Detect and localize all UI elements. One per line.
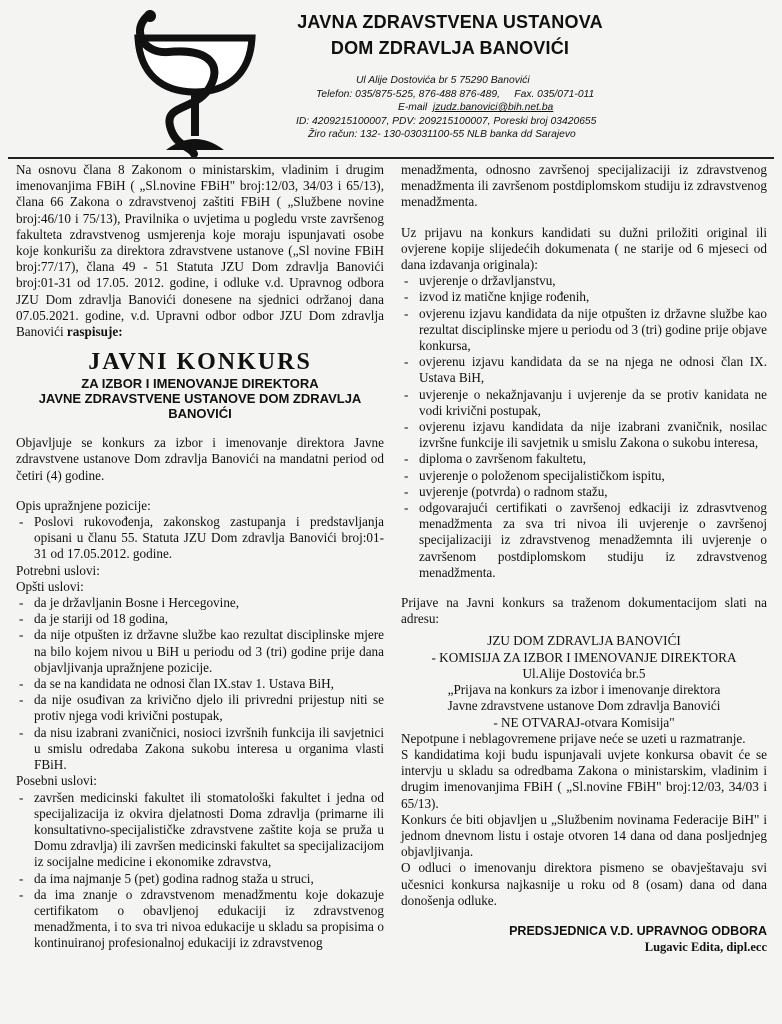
announcement: Objavljuje se konkurs za izbor i imenovanje direktora Javne zdravstvene ustanove Dom zdravlja Banovići na mandatni period od četiri (4) godine.: [16, 435, 384, 483]
general-heading: Opšti uslovi:: [16, 578, 84, 594]
address-line-5: Javne zdravstvene ustanove Dom zdravlja Banovići: [447, 698, 721, 714]
decision-note: O odluci o imenovanju direktora pismeno se obavještavaju svi učesnici konkursa najkasnije u roku od 8 (osam) dana od dana donošenja odluke.: [401, 860, 767, 908]
mailing-address: [401, 633, 767, 730]
list-item: - Poslovi rukovođenja, zakonskog zastupanja i predstavljanja opisani u članu 55. Statuta JZU Dom zdravlja Banovići broj:01-31 od 17.05.2012. godine.: [16, 514, 384, 563]
email-line: [290, 101, 640, 115]
address-line-6: - NE OTVARAJ-otvara Komisija": [493, 714, 675, 730]
email-label: E-mail: [398, 102, 428, 113]
list-item: - da nije otpušten iz državne službe kao rezultat disciplinske mjere na bilo kojem nivou u BiH u periodu od 3 (tri) godine prije dana objavljivanja upražnjene pozicije.: [16, 627, 384, 676]
contact-block: [290, 74, 640, 142]
list-item: - ovjerenu izjavu kandidata da se na njega ne odnosi član IX. Ustava BiH,: [401, 354, 767, 386]
list-item: - ovjerenu izjavu kandidata da nije izabrani zvaničnik, nosilac izvršne funkcije ili savjetnik u smislu Zakona o sukobu interesa,: [401, 419, 767, 451]
list-item: - da nisu izabrani zvaničnici, nosioci izvršnih funkcija ili savjetnici u smislu odredaba Zakona sukobu interesa u organima vlasti FBiH.: [16, 725, 384, 774]
list-item: - završen medicinski fakultet ili stomatološki fakultet i jedna od specijalizacija iz okvira djelatnosti Doma zdravlja (primarne ili konsultativno-specijalističke zdravstvene zaštite koja se pruža u Domu zdravlja) ili završen medicinski fakultet sa specijalizacijom iz socijalne medicine i ekonomike zdravstva,: [16, 790, 384, 871]
list-item: - uvjerenje o položenom specijalističkom ispitu,: [401, 468, 767, 484]
list-item: - da ima najmanje 5 (pet) godina radnog staža u struci,: [16, 871, 384, 887]
intro-text: Na osnovu člana 8 Zakonom o ministarskim, vladinim i drugim imenovanjima FBiH ( „Sl.novine FBiH" broj:12/03, 34/03 i 65/13), člana 66 Zakona o zdravstvenoj zaštiti FBiH ( „Službene novine broj:46/10 i 75/13), Pravilnika o uvjetima u pogledu vrste završenog fakulteta zdravstvenog usmjerenja koje moraju ispunjavati osobe koje konkurišu za direktora zdravstvene ustanove („Sl novine FBiH broj:77/17), člana 49 - 51 Statuta JZU Dom zdravlja Banovići broj:01-31 od 17.05. 2012. godine, i odluke v.d. Upravnog odbora JZU Dom zdravlja Banovići donesene na sjednici održanoj dana 07.05.2021. godine, v.d. Upravni odbor odbor JZU Dom zdravlja Banovići: [16, 162, 384, 340]
send-instructions: Prijave na Javni konkurs sa traženom dokumentacijom slati na adresu:: [401, 595, 767, 627]
general-conditions-list: [16, 595, 384, 773]
org-name-line2: DOM ZDRAVLJA BANOVIĆI: [330, 38, 570, 58]
phone-fax-line: [290, 88, 640, 102]
documents-intro: Uz prijavu na konkurs kandidati su dužni priložiti original ili ovjerene kopije slijedećih dokumenata ( ne starije od 6 mjeseci od dana izdavanja originala):: [401, 224, 767, 273]
list-item: - uvjerenje o nekažnjavanju i uvjerenje da se protiv kanidata ne vodi krivični postupak,: [401, 387, 767, 419]
publish-note: Konkurs će biti objavljen u „Službenim novinama Federacije BiH" i jednom dnevnom listu i ostaje otvoren 14 dana od dana posljednjeg objavljivanja.: [401, 811, 767, 860]
list-item: - da je državljanin Bosne i Hercegovine,: [16, 595, 384, 611]
konkurs-subtitle-3: BANOVIĆI: [168, 406, 232, 422]
required-heading: Potrebni uslovi:: [16, 562, 100, 578]
interview-note: S kandidatima koji budu ispunjavali uvjete konkursa obavit će se intervju u skladu sa odredbama Zakona o ministarskim, vladinim i drugim imenovanjima FBiH ( „Sl.novine FBiH" broj:12/03, 34/03 i 65/13).: [401, 746, 767, 811]
address-line-2: - KOMISIJA ZA IZBOR I IMENOVANJE DIREKTORA: [431, 649, 737, 665]
email-link[interactable]: jzudz.banovici@bih.net.ba: [432, 102, 554, 113]
address-line-4: „Prijava na konkurs za izbor i imenovanje direktora: [447, 682, 721, 698]
special-heading: Posebni uslovi:: [16, 773, 97, 789]
bank-line: Žiro račun: 132- 130-03031100-55 NLB banka dd Sarajevo: [308, 129, 576, 140]
right-column: [401, 162, 767, 955]
list-item: - da se na kandidata ne odnosi član IX.stav 1. Ustava BiH,: [16, 676, 384, 692]
list-item: - odgovarajući certifikati o završenoj edkaciji iz zdrasvtvenog menadžmenta za sva tri nivoa ili uvjerenje o završenoj specijalizaciji iz zdravstvenog menadžemnta ili uvjerenje o završenom postdiplomskom studiju iz zdravstvenog menadžmenta.: [401, 500, 767, 581]
spacer: [401, 581, 767, 595]
special-conditions-list: [16, 790, 384, 952]
spacer: [16, 484, 384, 498]
spacer: [401, 909, 767, 923]
list-item: - diploma o završenom fakultetu,: [401, 451, 767, 467]
list-item: - ovjerenu izjavu kandidata da nije otpušten iz državne službe kao rezultat disciplinske mjere u periodu od 3 (tri) godine prije objave konkursa,: [401, 306, 767, 355]
list-item: - da je stariji od 18 godina,: [16, 611, 384, 627]
spacer: [401, 211, 767, 225]
konkurs-title: JAVNI KONKURS: [88, 349, 312, 376]
address-line-1: JZU DOM ZDRAVLJA BANOVIĆI: [487, 633, 681, 649]
org-name-line1: JAVNA ZDRAVSTVENA USTANOVA: [297, 12, 603, 32]
fax: Fax. 035/071-011: [514, 88, 595, 100]
spacer: [16, 421, 384, 435]
left-column: [16, 162, 384, 952]
intro-paragraph: [16, 162, 384, 340]
position-list: [16, 514, 384, 563]
address: Ul Alije Dostovića br 5 75290 Banovići: [356, 75, 530, 86]
signature-title: PREDSJEDNICA V.D. UPRAVNOG ODBORA: [509, 923, 767, 938]
letterhead: [0, 0, 782, 160]
phone: Telefon: 035/875-525, 876-488 876-489,: [316, 88, 500, 100]
position-heading: Opis upražnjene pozicije:: [16, 497, 151, 513]
list-item: - da nije osuđivan za krivično djelo ili privredni prijestup niti se protiv njega vodi krivični postupak,: [16, 692, 384, 724]
continuation-text: menadžmenta, odnosno završenoj specijalizaciji iz zdravstvenog menadžmenta ili završenom postdiplomskom studiju iz zdravstvenog menadžmenta.: [401, 162, 767, 210]
header-divider: [8, 157, 774, 159]
list-item: - uvjerenje (potvrda) o radnom stažu,: [401, 484, 767, 500]
documents-list: [401, 273, 767, 581]
address-line-3: Ul.Alije Dostovića br.5: [522, 665, 646, 681]
konkurs-subtitle-2: JAVNE ZDRAVSTVENE USTANOVE DOM ZDRAVLJA: [38, 391, 362, 407]
intro-end: raspisuje:: [66, 324, 123, 340]
incomplete-note: Nepotpune i neblagovremene prijave neće se uzeti u razmatranje.: [401, 730, 746, 746]
bowl-of-hygieia-logo-icon: [120, 8, 270, 158]
list-item: - da ima znanje o zdravstvenom menadžmentu koje dokazuje certifikatom o obavljenoj edukaciji iz zdravstvenog menadžmenta, i to sva tri nivoa edukacije u skladu sa propisima o kontinuiranoj profesionalnoj edukaciji iz zdravstvenog: [16, 887, 384, 952]
id-line: ID: 4209215100007, PDV: 209215100007, Poreski broj 03420655: [296, 115, 597, 127]
konkurs-subtitle-1: ZA IZBOR I IMENOVANJE DIREKTORA: [81, 376, 319, 392]
signature-name: Lugavic Edita, dipl.ecc: [644, 940, 767, 955]
list-item: - izvod iz matične knjige rođenih,: [401, 289, 767, 305]
list-item: - uvjerenje o državljanstvu,: [401, 273, 767, 289]
